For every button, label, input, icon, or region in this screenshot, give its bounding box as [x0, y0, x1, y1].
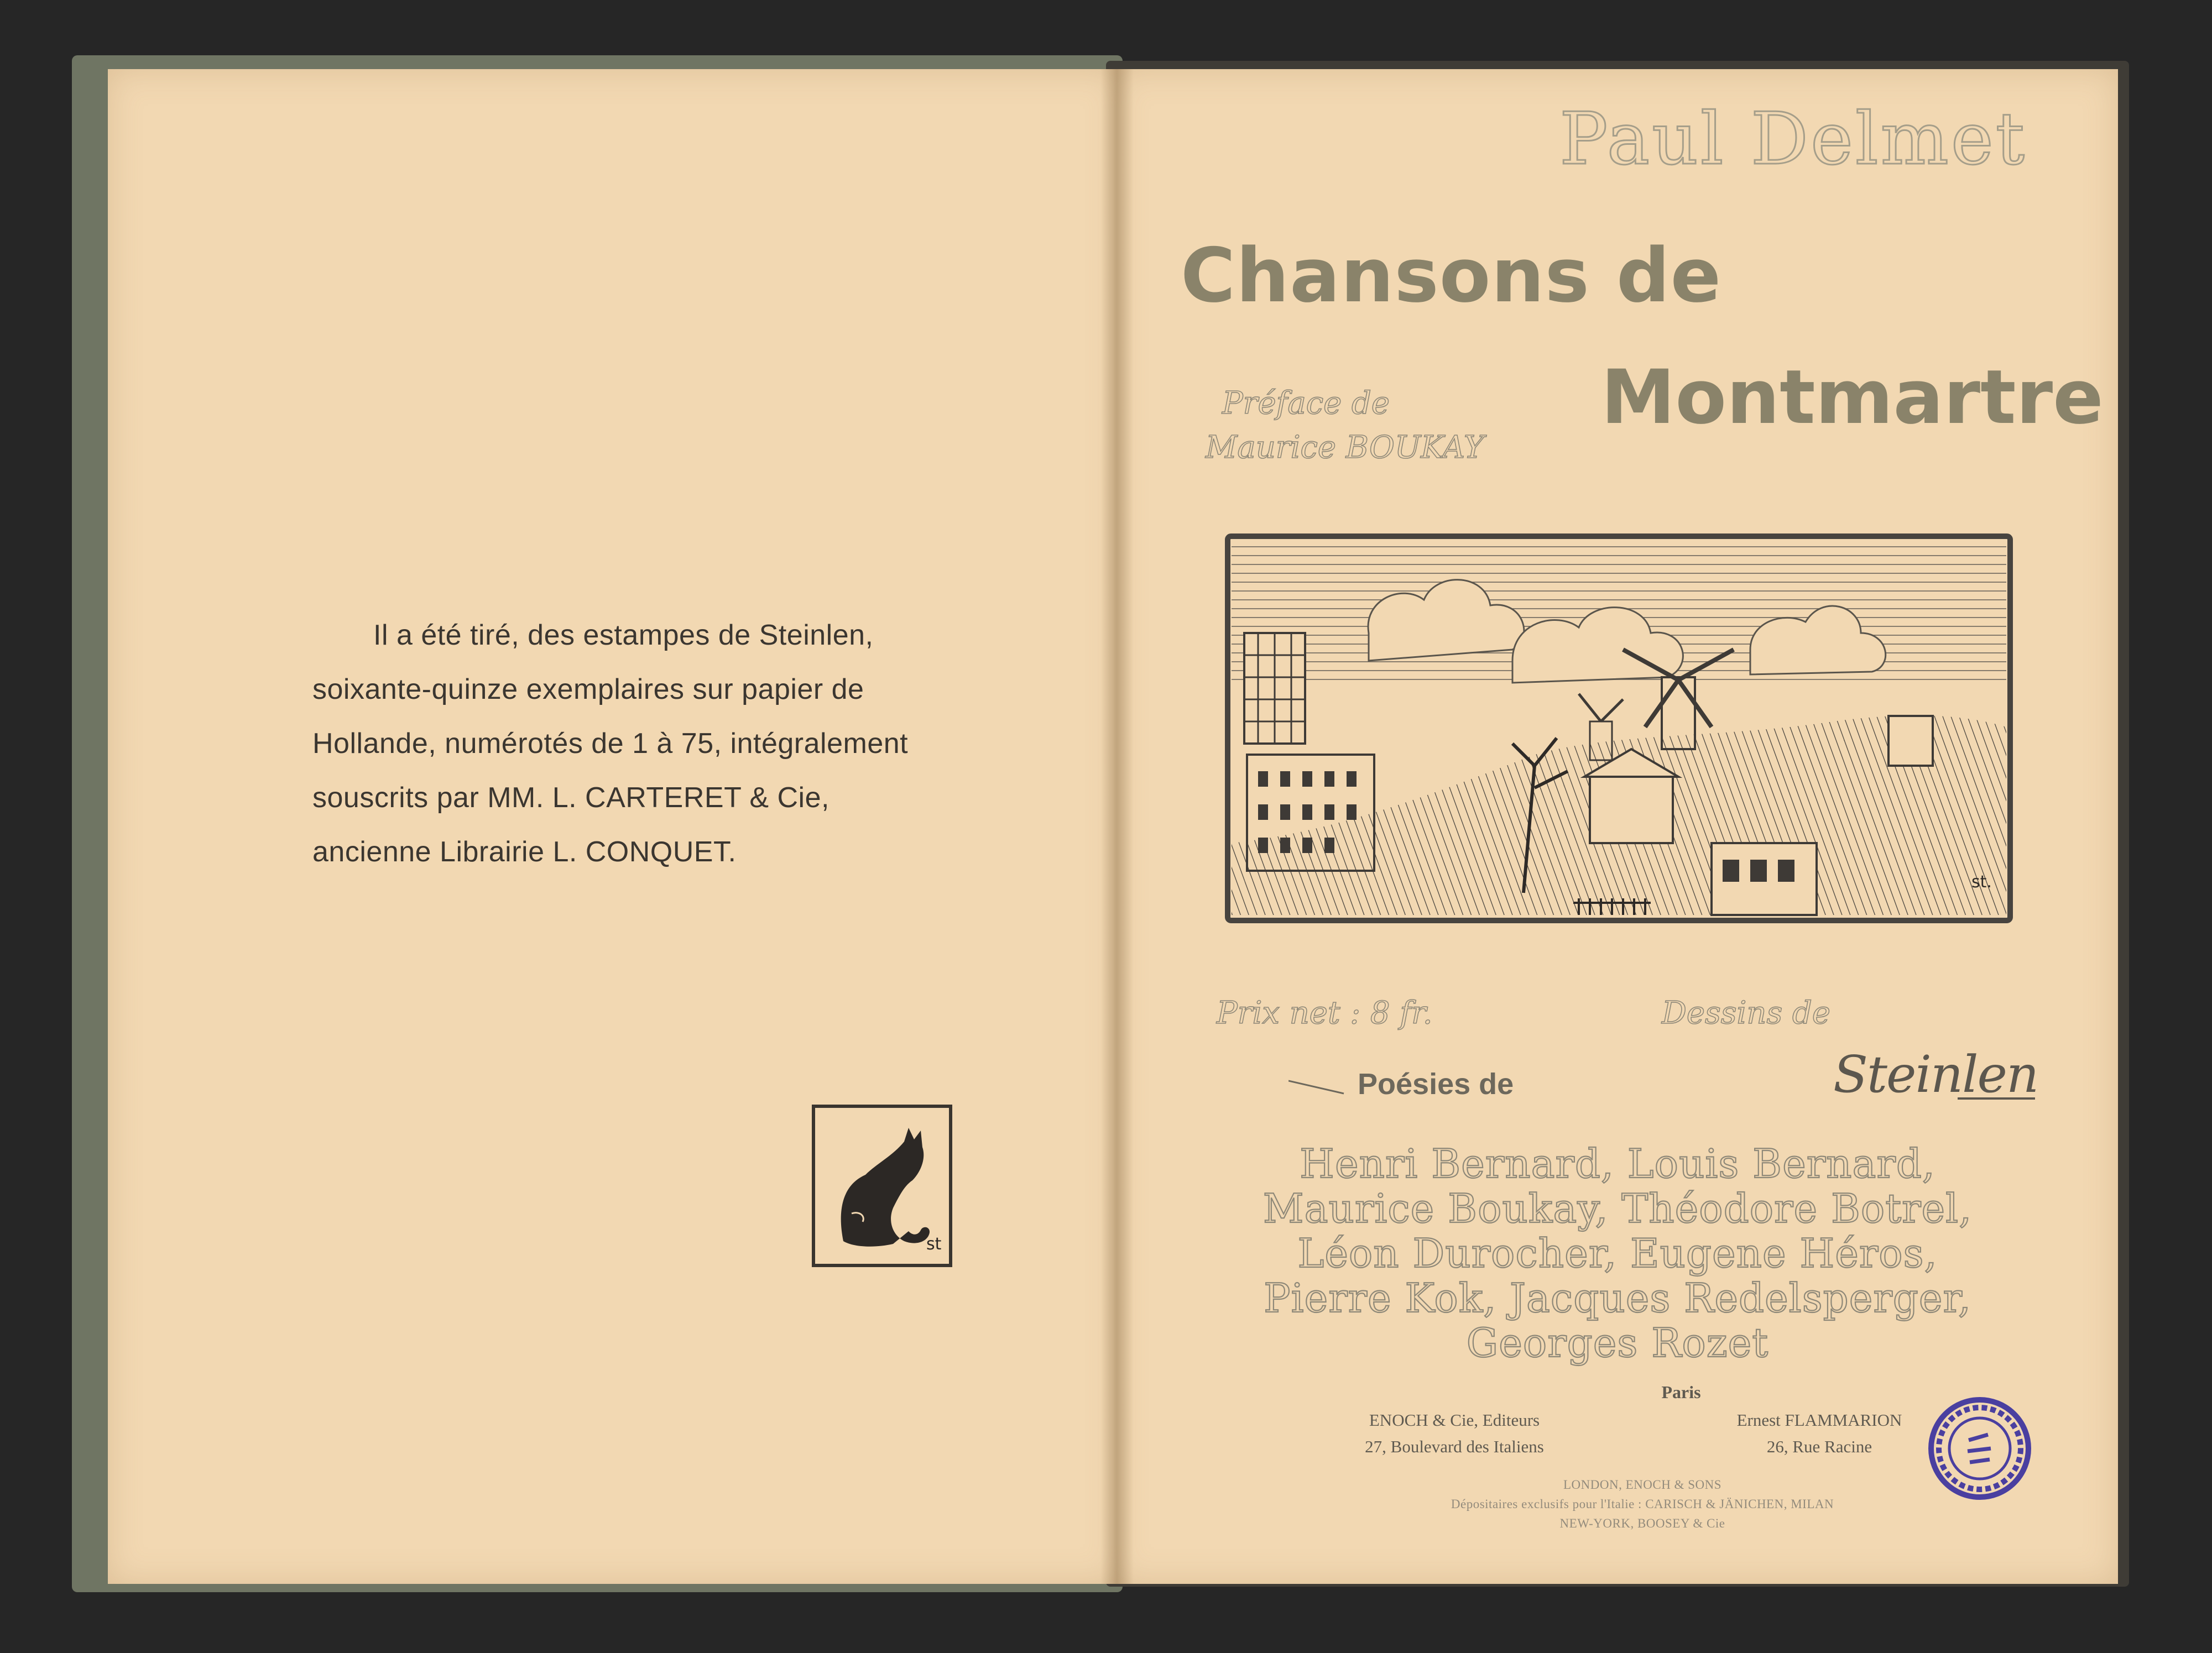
preface-label: Préface de [1222, 385, 1390, 421]
signature-underline [1958, 1097, 2035, 1105]
poets-line: Pierre Kok, Jacques Redelsperger, [1264, 1275, 1971, 1321]
preface-author: Maurice BOUKAY [1206, 430, 1484, 465]
poets-list [1206, 1142, 2030, 1366]
library-stamp [1924, 1393, 2035, 1504]
city: Paris [1661, 1382, 1701, 1402]
publisher-name: Ernest FLAMMARION [1736, 1410, 1902, 1430]
publisher-enoch [1316, 1407, 1593, 1460]
cat-signature: st [926, 1234, 942, 1254]
publisher-address: 26, Rue Racine [1766, 1437, 1872, 1456]
drawings-label: Dessins de [1662, 995, 1831, 1031]
publisher-name: ENOCH & Cie, Editeurs [1369, 1410, 1540, 1430]
notice-line: Il a été tiré, des estampes de Steinlen, [373, 619, 874, 651]
notice-line: souscrits par MM. L. CARTERET & Cie, [312, 782, 830, 814]
poets-line: Georges Rozet [1466, 1320, 1769, 1366]
montmartre-illustration [1225, 533, 2013, 923]
edition-notice [312, 608, 921, 879]
author-name: Paul Delmet [1559, 97, 2027, 181]
price: Prix net : 8 fr. [1217, 995, 1433, 1031]
publisher-address: 27, Boulevard des Italiens [1365, 1437, 1544, 1456]
poets-line: Henri Bernard, Louis Bernard, [1300, 1141, 1936, 1187]
steinlen-signature: Steinlen [1833, 1045, 2038, 1104]
title-line-1: Chansons de [1181, 232, 1722, 319]
black-cat-vignette [810, 1103, 954, 1269]
dash-ornament [1288, 1078, 1349, 1095]
distributor-line: Dépositaires exclusifs pour l'Italie : CARISCH & JÄNICHEN, MILAN [1451, 1497, 1834, 1511]
illustration-signature: st. [1971, 872, 1992, 892]
book-gutter [1100, 69, 1134, 1584]
poets-line: Maurice Boukay, Théodore Botrel, [1262, 1185, 1973, 1232]
preface-credit [1206, 381, 1484, 470]
publisher-flammarion [1681, 1407, 1958, 1460]
distributor-line: NEW-YORK, BOOSEY & Cie [1559, 1516, 1725, 1530]
title-line-2: Montmartre [1601, 354, 2104, 441]
notice-line: Hollande, numérotés de 1 à 75, intégralement [312, 728, 909, 760]
poems-label: Poésies de [1358, 1068, 1514, 1101]
notice-line: soixante-quinze exemplaires sur papier de [312, 673, 864, 705]
poets-line: Léon Durocher, Eugene Héros, [1297, 1230, 1938, 1277]
distributor-line: LONDON, ENOCH & SONS [1563, 1478, 1721, 1492]
distributors [1338, 1475, 1947, 1533]
notice-line: ancienne Librairie L. CONQUET. [312, 836, 737, 868]
